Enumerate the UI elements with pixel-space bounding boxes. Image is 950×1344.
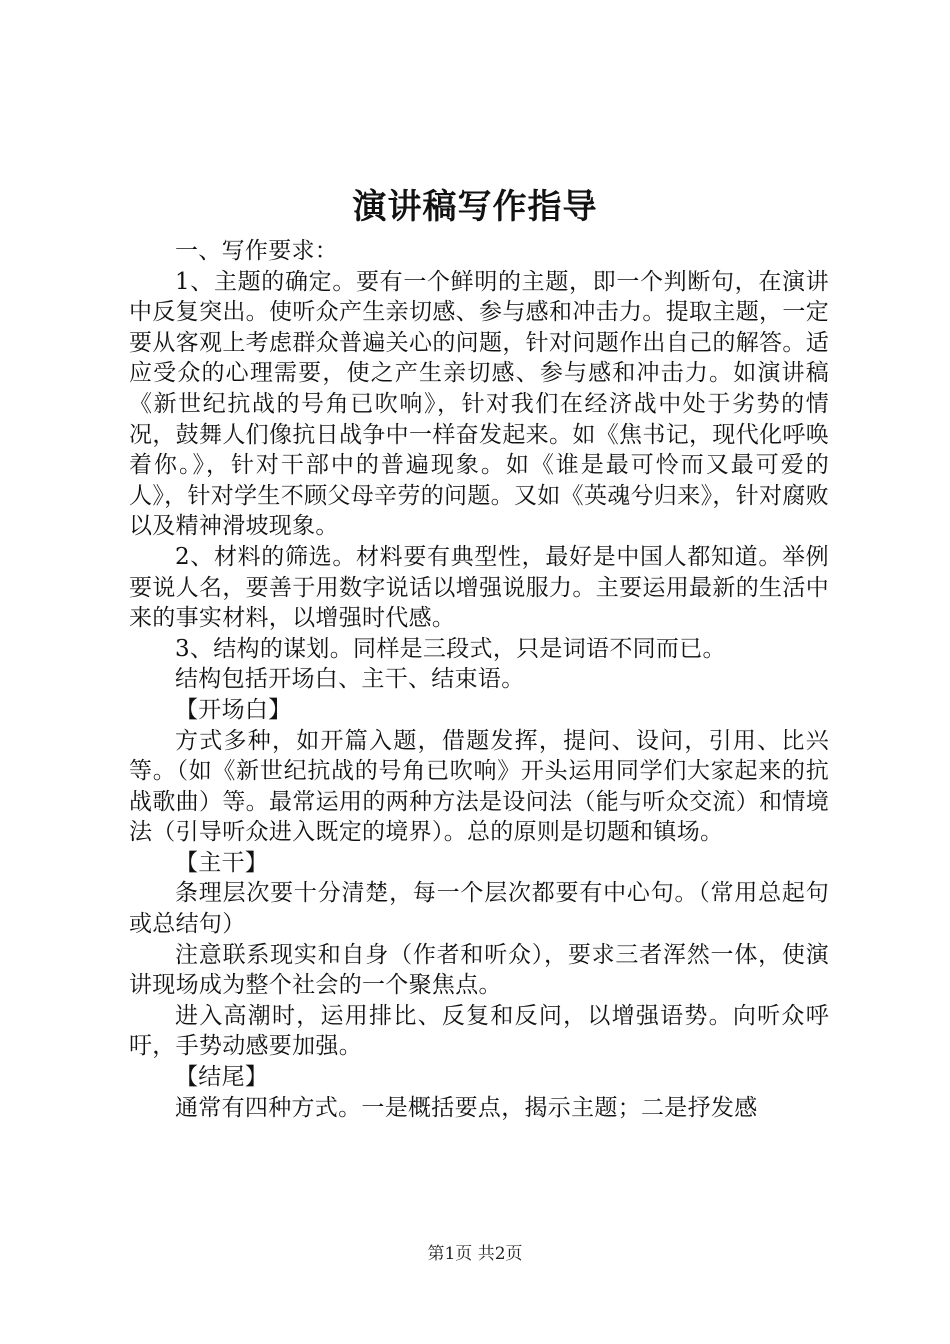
document-title: 演讲稿写作指导 xyxy=(352,187,598,227)
subheading-opening: 【开场白】 xyxy=(175,696,292,723)
paragraph-main-body-3: 进入高潮时，运用排比、反复和反问，以增强语势。向听众呼吁，手势动感要加强。 xyxy=(129,1002,829,1060)
paragraph-materials: 2、材料的筛选。材料要有典型性，最好是中国人都知道。举例要说人名，要善于用数字说话以增强说服力。主要运用最新的生活中来的事实材料，以增强时代感。 xyxy=(129,543,829,632)
paragraph-main-body-2: 注意联系现实和自身（作者和听众），要求三者浑然一体，使演讲现场成为整个社会的一个聚焦点。 xyxy=(129,941,829,999)
subheading-main-body: 【主干】 xyxy=(175,849,269,876)
section-heading: 一、写作要求： xyxy=(175,238,339,264)
paragraph-structure: 3、结构的谋划。同样是三段式，只是词语不同而已。 xyxy=(175,635,726,662)
page-footer: 第1页 共2页 xyxy=(427,1244,523,1264)
paragraph-opening: 方式多种，如开篇入题，借题发挥，提问、设问，引用、比兴等。（如《新世纪抗战的号角已吹响》开头运用同学们大家起来的抗战歌曲）等。最常运用的两种方法是设问法（能与听众交流）和情境法（引导听众进入既定的境界）。总的原则是切题和镇场。 xyxy=(129,727,829,846)
document-body xyxy=(129,236,829,1123)
subheading-ending: 【结尾】 xyxy=(175,1064,269,1091)
paragraph-ending: 通常有四种方式。一是概括要点，揭示主题；二是抒发感 xyxy=(175,1094,758,1121)
paragraph-structure-parts: 结构包括开场白、主干、结束语。 xyxy=(175,666,525,693)
paragraph-theme: 1、主题的确定。要有一个鲜明的主题，即一个判断句，在演讲中反复突出。使听众产生亲切感、参与感和冲击力。提取主题，一定要从客观上考虑群众普遍关心的问题，针对问题作出自己的解答。适应受众的心理需要，使之产生亲切感、参与感和冲击力。如演讲稿《新世纪抗战的号角已吹响》，针对我们在经济战中处于劣势的情况，鼓舞人们像抗日战争中一样奋发起来。如《焦书记，现代化呼唤着你。》，针对干部中的普遍现象。如《谁是最可怜而又最可爱的人》，针对学生不顾父母辛劳的问题。又如《英魂兮归来》，针对腐败以及精神滑坡现象。 xyxy=(129,268,829,540)
paragraph-main-body-1: 条理层次要十分清楚，每一个层次都要有中心句。（常用总起句或总结句） xyxy=(129,880,829,938)
